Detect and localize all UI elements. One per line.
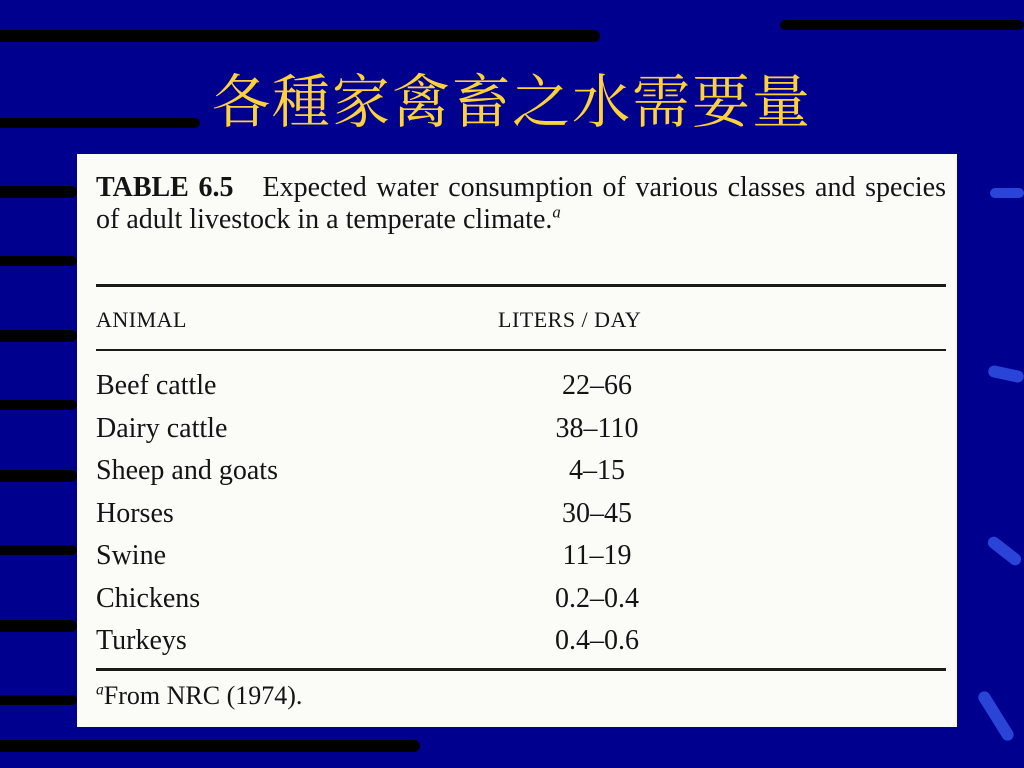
liters-cell: 30–45 [562, 497, 632, 529]
table-row [77, 494, 957, 537]
animal-cell: Sheep and goats [96, 455, 278, 486]
footnote-text: From NRC (1974). [103, 681, 303, 710]
table-top-rule [96, 284, 946, 287]
background-stripe [0, 620, 77, 632]
table-caption-text: Expected water consumption of various classes and species of adult livestock in a temperate climate. [96, 172, 946, 235]
table-row [77, 366, 957, 409]
table-header-rule [96, 349, 946, 351]
liters-cell: 0.2–0.4 [555, 582, 639, 614]
animal-cell: Swine [96, 540, 166, 571]
table-number: TABLE 6.5 [96, 172, 234, 203]
animal-cell: Beef cattle [96, 370, 217, 401]
table-row [77, 536, 957, 579]
liters-cell: 22–66 [562, 370, 632, 401]
background-flare [990, 188, 1024, 198]
background-stripe [780, 20, 1024, 30]
background-stripe [0, 186, 77, 198]
table-row [77, 579, 957, 622]
column-header-animal: ANIMAL [96, 307, 187, 332]
background-stripe [0, 470, 77, 482]
table-row [77, 621, 957, 664]
table-bottom-rule [96, 668, 946, 671]
background-flare [985, 534, 1023, 567]
background-stripe [0, 740, 420, 752]
liters-cell: 38–110 [555, 412, 639, 444]
background-stripe [0, 256, 77, 266]
table-caption [96, 172, 946, 236]
animal-cell: Chickens [96, 582, 201, 614]
table-row [77, 409, 957, 452]
background-stripe [0, 545, 77, 555]
background-stripe [0, 695, 77, 705]
animal-cell: Turkeys [96, 625, 187, 656]
caption-footnote-marker: a [552, 202, 561, 222]
liters-cell: 11–19 [562, 540, 632, 571]
background-stripe [0, 330, 77, 342]
scanned-table [77, 154, 957, 727]
background-stripe [0, 30, 600, 42]
animal-cell: Dairy cattle [96, 412, 228, 444]
animal-cell: Horses [96, 497, 174, 529]
background-stripe [0, 400, 77, 410]
slide-title: 各種家禽畜之水需要量 [211, 68, 812, 136]
column-header-liters: LITERS / DAY [498, 307, 642, 332]
table-row [77, 451, 957, 494]
background-flare [976, 689, 1016, 743]
footnote-marker: a [96, 681, 104, 699]
liters-cell: 4–15 [569, 455, 625, 486]
background-flare [987, 364, 1024, 383]
liters-cell: 0.4–0.6 [555, 625, 639, 656]
table-footnote [96, 680, 302, 712]
